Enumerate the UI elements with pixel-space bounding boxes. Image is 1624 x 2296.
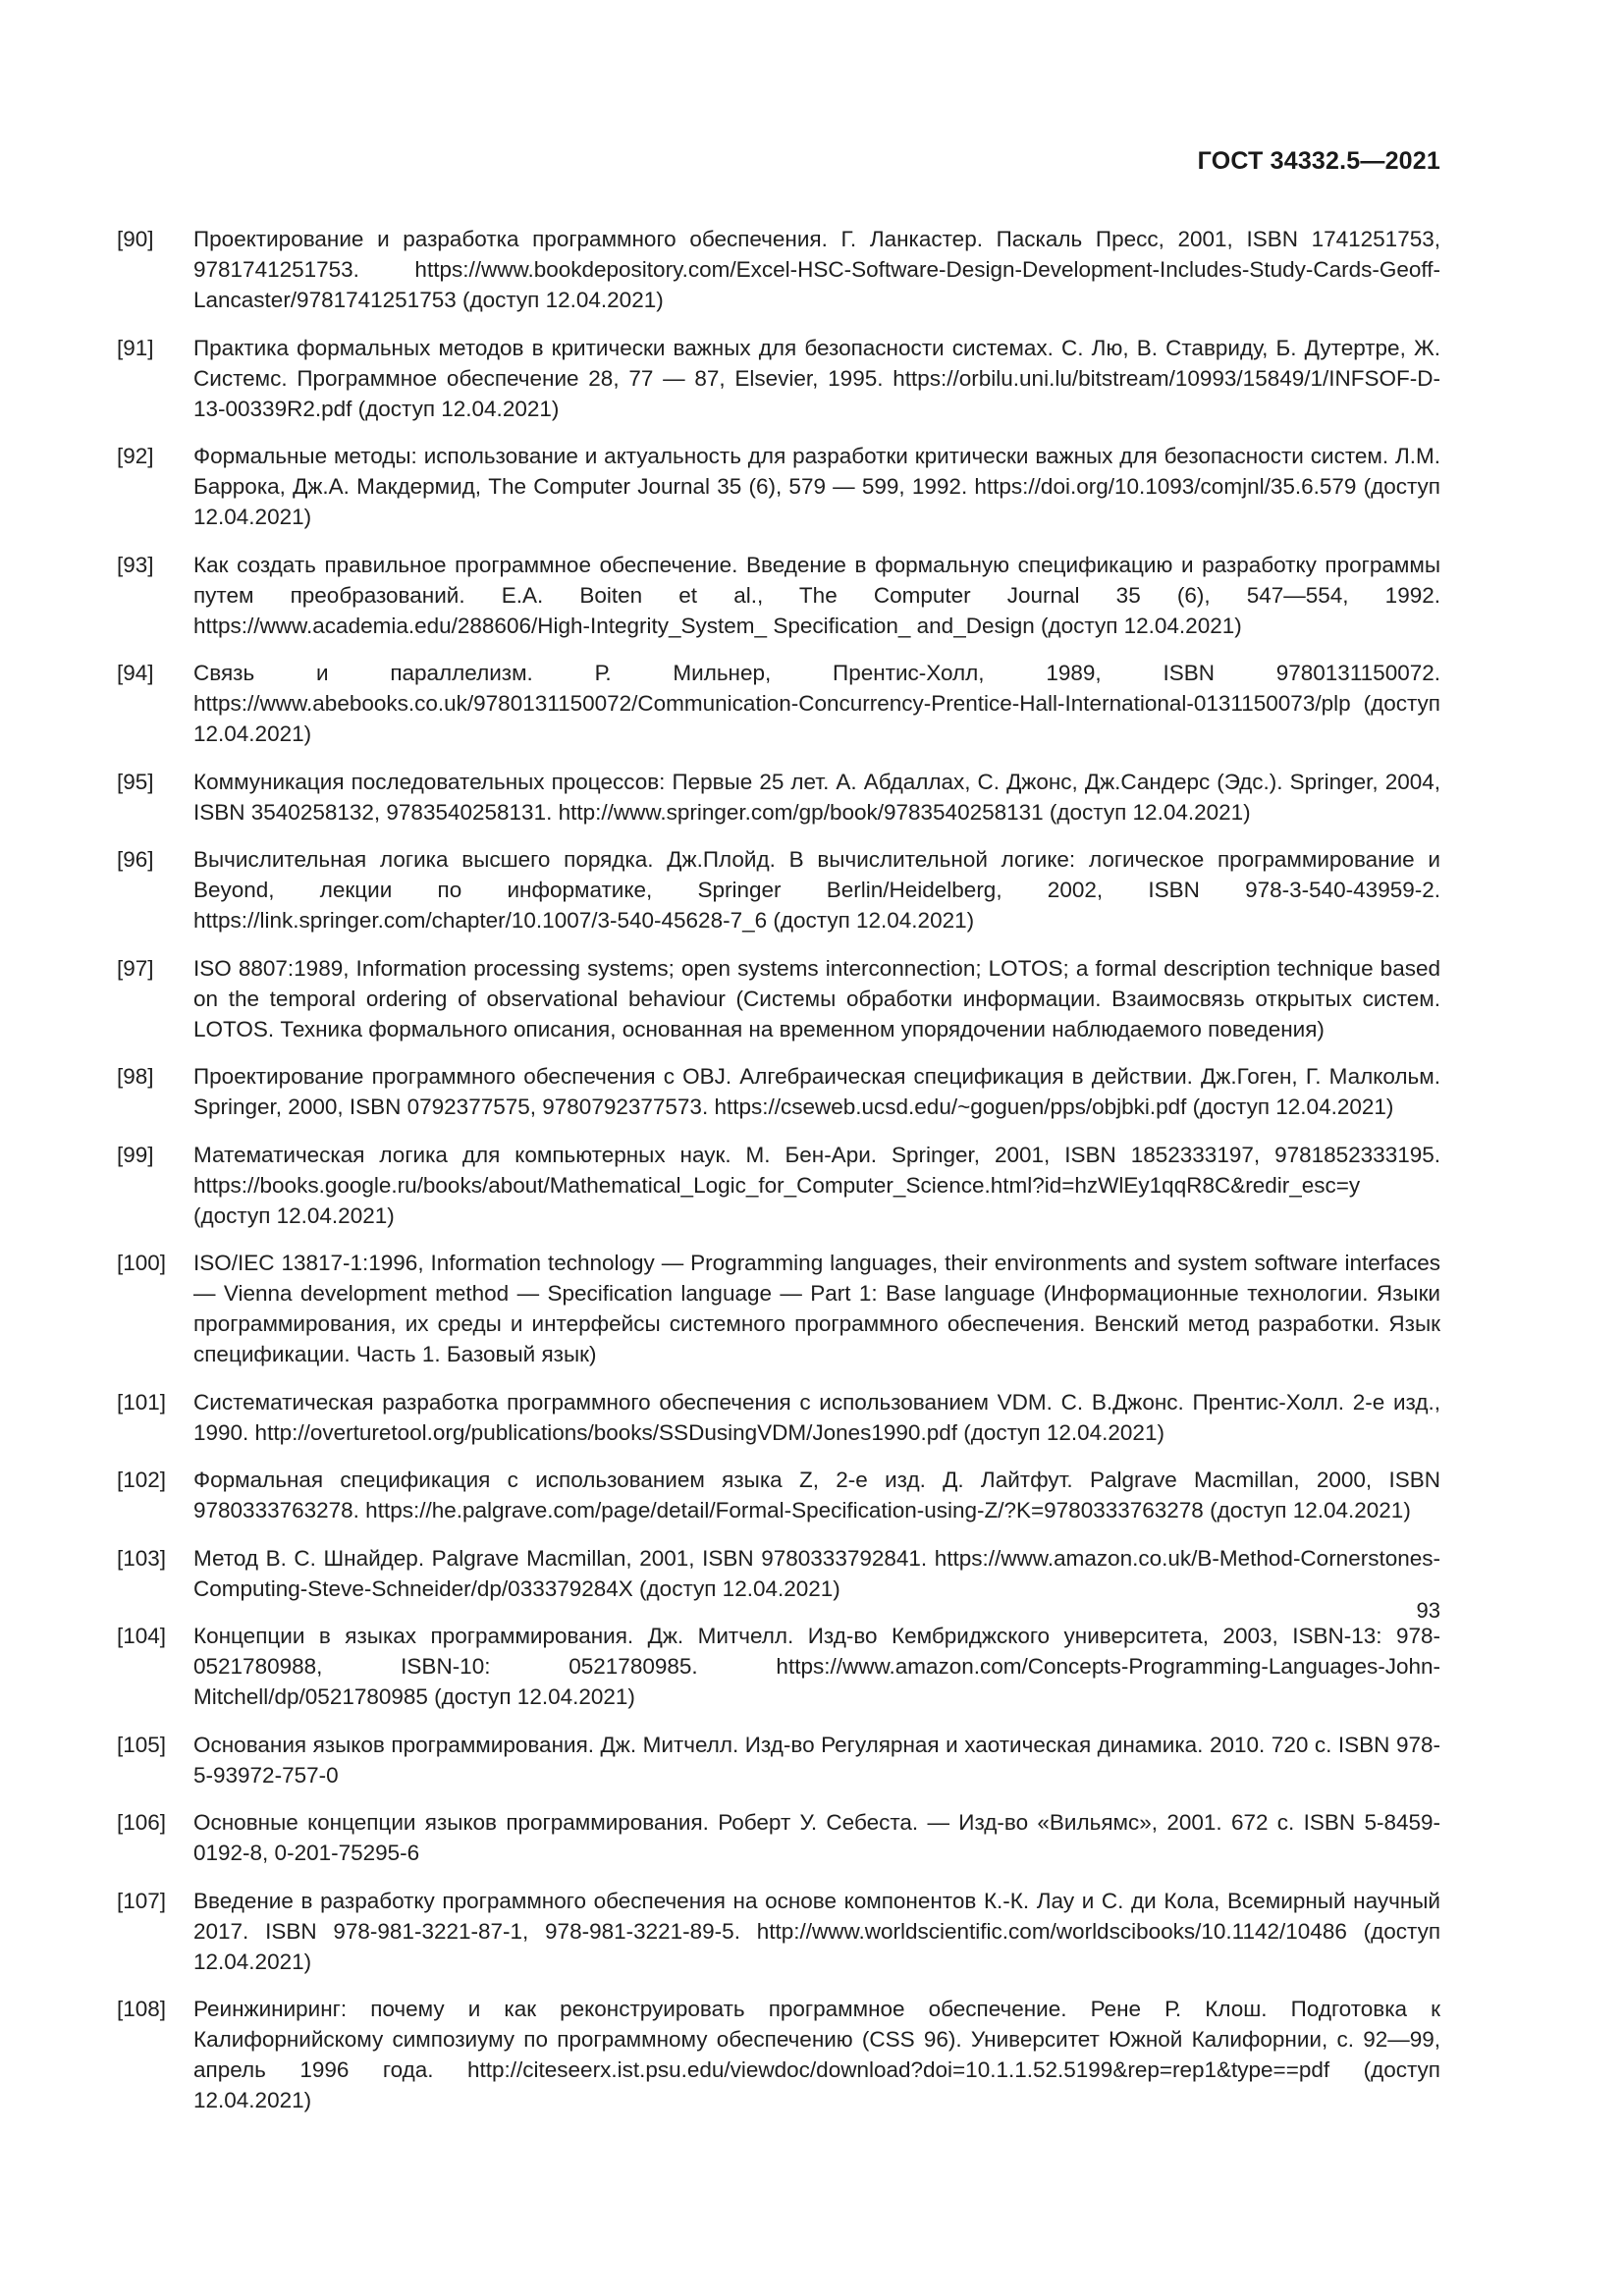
reference-item — [117, 767, 1440, 828]
reference-item — [117, 1994, 1440, 2115]
reference-item — [117, 550, 1440, 641]
reference-number: [100] — [117, 1251, 167, 1275]
reference-number: [106] — [117, 1810, 167, 1835]
reference-item — [117, 224, 1440, 315]
reference-item — [117, 953, 1440, 1044]
reference-text: ISO 8807:1989, Information processing systems; open systems interconnection; LOTOS; a formal description technique based on the temporal ordering of observational behaviour (Системы обработки информации. Взаимосвязь открытых систем. LOTOS. Техника формального описания, основанная на временном упорядочении наблюдаемого поведения) — [193, 955, 1440, 1041]
reference-text: Математическая логика для компьютерных наук. М. Бен-Ари. Springer, 2001, ISBN 1852333197, 9781852333195. https://books.google.ru/books/about/Mathematical_Logic_for_Computer_Science.html?id=hzWlEy1qqR8C&redir_esc=y (доступ 12.04.2021) — [193, 1142, 1440, 1228]
reference-item — [117, 844, 1440, 935]
reference-number: [94] — [117, 661, 154, 685]
reference-number: [91] — [117, 335, 154, 360]
reference-number: [99] — [117, 1142, 154, 1167]
reference-text: Связь и параллелизм. Р. Мильнер, Прентис-Холл, 1989, ISBN 9780131150072. https://www.abebooks.co.uk/9780131150072/Communication-Concurrency-Prentice-Hall-International-0131150073/plp (доступ 12.04.2021) — [193, 661, 1440, 746]
reference-item — [117, 1886, 1440, 1977]
document-id-header: ГОСТ 34332.5—2021 — [1197, 147, 1440, 175]
reference-text: Введение в разработку программного обеспечения на основе компонентов К.-К. Лау и С. ди Кола, Всемирный научный 2017. ISBN 978-981-3221-87-1, 978-981-3221-89-5. http://www.worldscientific.com/worldscibooks/10.1142/10486 (доступ 12.04.2021) — [193, 1888, 1440, 1974]
reference-number: [93] — [117, 552, 154, 577]
reference-text: Основания языков программирования. Дж. Митчелл. Изд-во Регулярная и хаотическая динамика. 2010. 720 с. ISBN 978-5-93972-757-0 — [193, 1732, 1440, 1788]
reference-number: [92] — [117, 444, 154, 468]
reference-number: [98] — [117, 1064, 154, 1089]
reference-number: [102] — [117, 1468, 167, 1492]
reference-item — [117, 1621, 1440, 1712]
reference-item — [117, 1543, 1440, 1604]
reference-number: [108] — [117, 1997, 167, 2021]
reference-number: [95] — [117, 769, 154, 794]
reference-item — [117, 1465, 1440, 1525]
reference-text: Концепции в языках программирования. Дж. Митчелл. Изд-во Кембриджского университета, 2003, ISBN-13: 978-0521780988, ISBN-10: 0521780985. https://www.amazon.com/Concepts-Programming-Languages-John-Mitchell/dp/0521780985 (доступ 12.04.2021) — [193, 1624, 1440, 1709]
reference-text: Проектирование и разработка программного обеспечения. Г. Ланкастер. Паскаль Пресс, 2001, ISBN 1741251753, 9781741251753. https://www.bookdepository.com/Excel-HSC-Software-Design-Development-Includes-Study-Cards-Geoff-Lancaster/9781741251753 (доступ 12.04.2021) — [193, 227, 1440, 312]
page-number: 93 — [1416, 1598, 1440, 1623]
reference-number: [96] — [117, 847, 154, 872]
reference-text: Основные концепции языков программирования. Роберт У. Себеста. — Изд-во «Вильямс», 2001. 672 с. ISBN 5-8459-0192-8, 0-201-75295-6 — [193, 1810, 1440, 1865]
reference-text: Как создать правильное программное обеспечение. Введение в формальную спецификацию и разработку программы путем преобразований. E.A. Boiten et al., The Computer Journal 35 (6), 547—554, 1992. https://www.academia.edu/288606/High-Integrity_System_ Specification_ and_Design (доступ 12.04.2021) — [193, 552, 1440, 638]
reference-number: [90] — [117, 227, 154, 251]
reference-text: Систематическая разработка программного обеспечения с использованием VDM. С. В.Джонс. Прентис-Холл. 2-е изд., 1990. http://overturetool.org/publications/books/SSDusingVDM/Jones1990.pdf (доступ 12.04.2021) — [193, 1389, 1440, 1445]
reference-text: ISO/IEC 13817-1:1996, Information technology — Programming languages, their environments and system software interfaces — Vienna development method — Specification language — Part 1: Base language (Информационные технологии. Языки программирования, их среды и интерфейсы системного программного обеспечения. Венский метод разработки. Язык спецификации. Часть 1. Базовый язык) — [193, 1251, 1440, 1366]
reference-number: [103] — [117, 1545, 167, 1571]
reference-item — [117, 333, 1440, 424]
bibliography-list — [117, 224, 1440, 2133]
reference-item — [117, 1248, 1440, 1369]
reference-text: Проектирование программного обеспечения с OBJ. Алгебраическая спецификация в действии. Дж.Гоген, Г. Малкольм. Springer, 2000, ISBN 0792377575, 9780792377573. https://cseweb.ucsd.edu/~goguen/pps/objbki.pdf (доступ 12.04.2021) — [193, 1064, 1440, 1119]
reference-item — [117, 1061, 1440, 1122]
reference-text: Практика формальных методов в критически важных для безопасности системах. С. Лю, В. Ставриду, Б. Дутертре, Ж. Системс. Программное обеспечение 28, 77 — 87, Elsevier, 1995. https://orbilu.uni.lu/bitstream/10993/15849/1/INFSOF-D-13-00339R2.pdf (доступ 12.04.2021) — [193, 335, 1440, 421]
reference-item — [117, 1140, 1440, 1231]
reference-item — [117, 658, 1440, 749]
reference-text: Коммуникация последовательных процессов: Первые 25 лет. А. Абдаллах, С. Джонс, Дж.Сандерс (Эдс.). Springer, 2004, ISBN 3540258132, 9783540258131. http://www.springer.com/gp/book/9783540258131 (доступ 12.04.2021) — [193, 769, 1440, 825]
reference-number: [101] — [117, 1389, 167, 1415]
reference-number: [107] — [117, 1888, 167, 1913]
reference-text: Вычислительная логика высшего порядка. Дж.Плойд. В вычислительной логике: логическое программирование и Beyond, лекции по информатике, Springer Berlin/Heidelberg, 2002, ISBN 978-3-540-43959-2. https://link.springer.com/chapter/10.1007/3-540-45628-7_6 (доступ 12.04.2021) — [193, 847, 1440, 933]
reference-text: Метод В. С. Шнайдер. Palgrave Macmillan, 2001, ISBN 9780333792841. https://www.amazon.co.uk/B-Method-Cornerstones-Computing-Steve-Schneider/dp/033379284X (доступ 12.04.2021) — [193, 1545, 1440, 1601]
reference-text: Реинжиниринг: почему и как реконструировать программное обеспечение. Рене Р. Клош. Подготовка к Калифорнийскому симпозиуму по программному обеспечению (CSS 96). Университет Южной Калифорнии, с. 92—99, апрель 1996 года. http://citeseerx.ist.psu.edu/viewdoc/download?doi=10.1.1.52.5199&rep=rep1&type==pdf (доступ 12.04.2021) — [193, 1997, 1440, 2112]
reference-text: Формальные методы: использование и актуальность для разработки критически важных для безопасности систем. Л.М. Баррока, Дж.А. Макдермид, The Computer Journal 35 (6), 579 — 599, 1992. https://doi.org/10.1093/comjnl/35.6.579 (доступ 12.04.2021) — [193, 444, 1440, 529]
reference-number: [97] — [117, 955, 154, 981]
reference-item — [117, 1807, 1440, 1868]
reference-text: Формальная спецификация с использованием языка Z, 2-е изд. Д. Лайтфут. Palgrave Macmillan, 2000, ISBN 9780333763278. https://he.palgrave.com/page/detail/Formal-Specification-using-Z/?K=9780333763278 (доступ 12.04.2021) — [193, 1468, 1440, 1522]
reference-number: [105] — [117, 1732, 167, 1757]
reference-item — [117, 441, 1440, 532]
reference-item — [117, 1387, 1440, 1448]
reference-item — [117, 1730, 1440, 1790]
reference-number: [104] — [117, 1624, 167, 1648]
